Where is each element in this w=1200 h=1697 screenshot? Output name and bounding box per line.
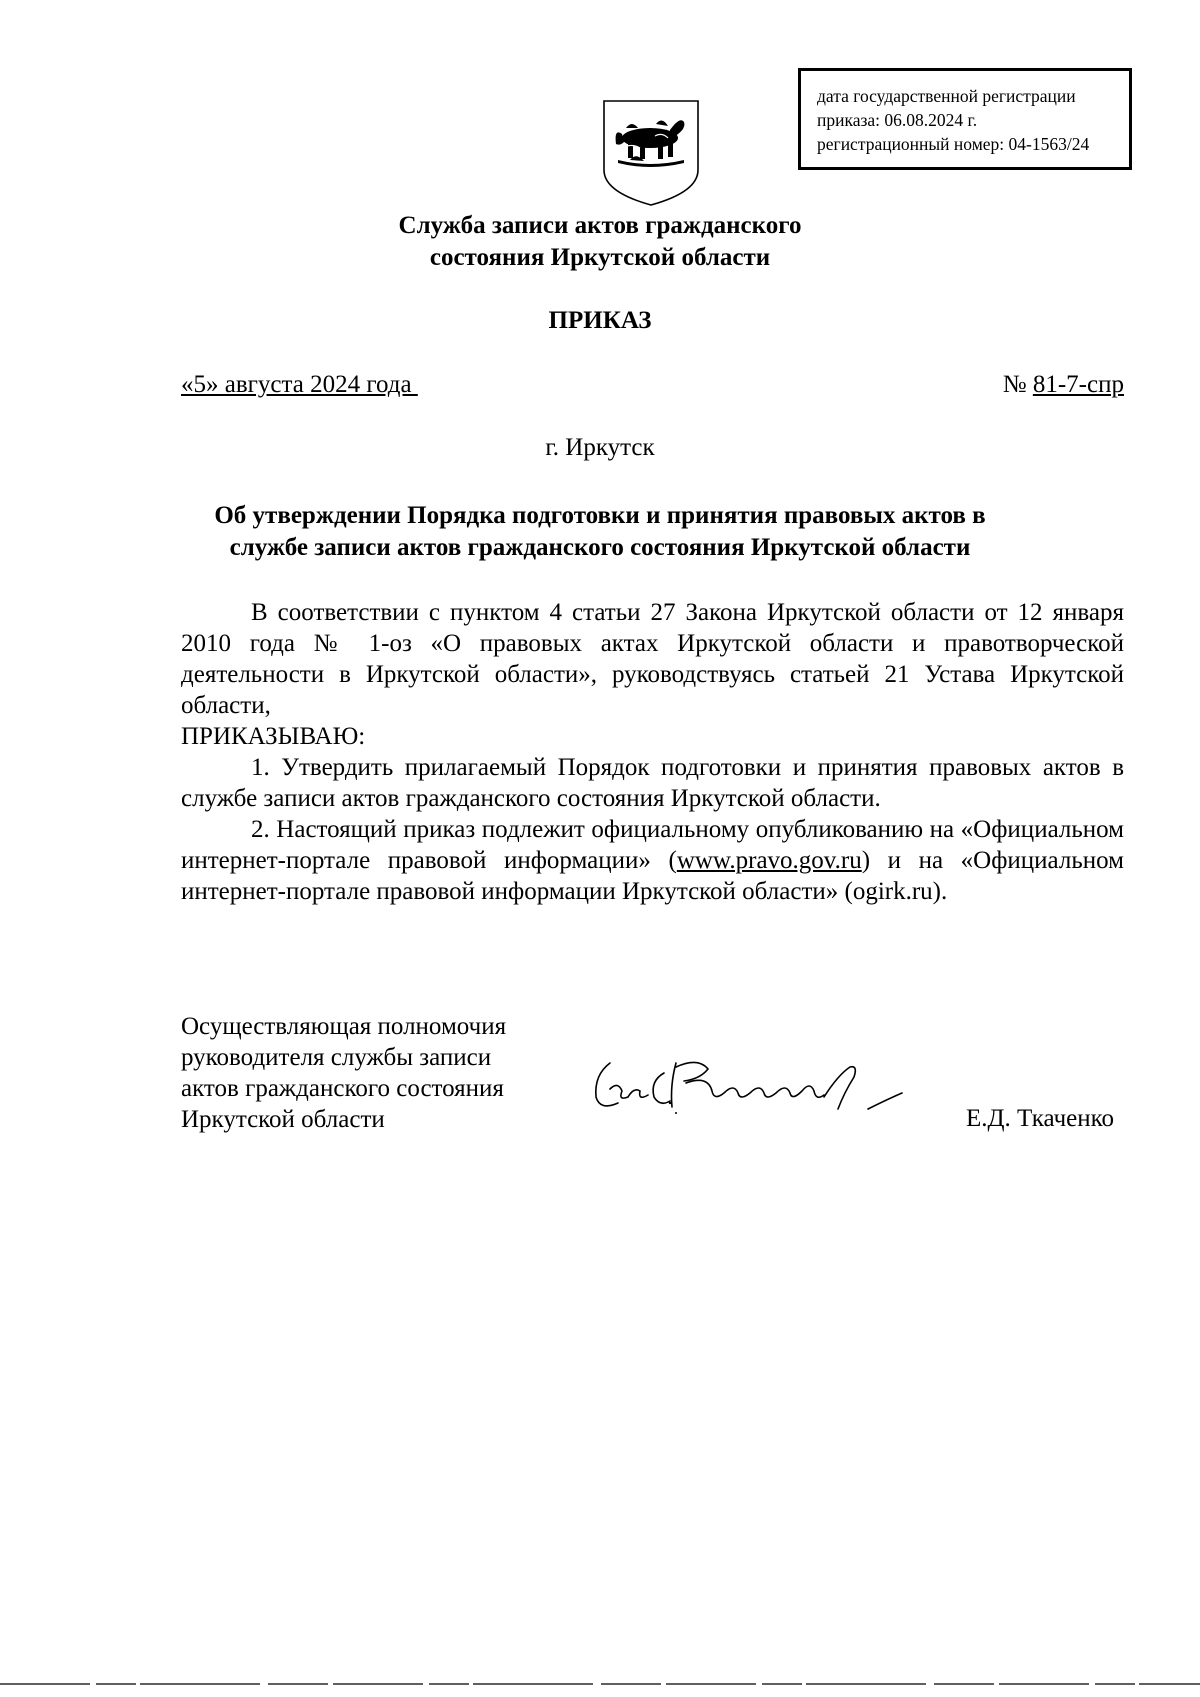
order-item-2-text-start: 2. Настоящий приказ подлежит официальному опубликованию на «Официальном интернет-портале правовой информации» ( (181, 816, 1124, 874)
organization-name-line-1: Служба записи актов гражданского (398, 212, 802, 239)
page-bottom-rule (0, 1681, 1200, 1687)
document-title-line-2: службе записи актов гражданского состояния Иркутской области (229, 534, 971, 561)
order-word: ПРИКАЗЫВАЮ: (181, 723, 366, 750)
document-title-line-1: Об утверждении Порядка подготовки и принятия правовых актов в (214, 502, 986, 529)
document-date: «5» августа 2024 года (181, 371, 418, 398)
order-item-2 (181, 814, 1124, 907)
document-city: г. Иркутск (545, 434, 655, 461)
document-title (150, 500, 1050, 564)
organization-name (300, 210, 900, 274)
preamble-paragraph: В соответствии с пунктом 4 статьи 27 Закона Иркутской области от 12 января 2010 года № 1-оз «О правовых актах Иркутской области и правотворческой деятельности в Иркутской области», руководствуясь статьей 21 Устава Иркутской области, (181, 599, 1124, 719)
coat-of-arms-icon (600, 98, 702, 208)
registration-line-3: регистрационный номер: 04-1563/24 (817, 134, 1090, 154)
document-number (1003, 369, 1124, 401)
document-type-heading: ПРИКАЗ (548, 307, 652, 334)
registration-line-2: приказа: 06.08.2024 г. (817, 110, 978, 130)
signatory-name: Е.Д. Ткаченко (965, 1105, 1114, 1132)
pravo-portal-link[interactable]: www.pravo.gov.ru (676, 847, 862, 874)
document-body (181, 597, 1124, 907)
handwritten-signature (588, 1045, 928, 1145)
document-number-value: 81-7-спр (1032, 371, 1124, 398)
document-number-prefix: № (1002, 371, 1033, 398)
order-item-1: 1. Утвердить прилагаемый Порядок подготовки и принятия правовых актов в службе записи актов гражданского состояния Иркутской области. (181, 754, 1124, 812)
signatory-position-line-1: Осуществляющая полномочия (181, 1013, 507, 1040)
signatory-position-line-2: руководителя службы записи (181, 1044, 492, 1071)
signatory-position-line-4: Иркутской области (181, 1106, 385, 1133)
registration-stamp (798, 68, 1132, 170)
organization-name-line-2: состояния Иркутской области (429, 244, 771, 271)
registration-line-1: дата государственной регистрации (817, 86, 1076, 106)
signatory-position-line-3: актов гражданского состояния (181, 1075, 504, 1102)
signatory-position (181, 1011, 581, 1135)
order-item-2-text-end: ) и на «Официальном интернет-портале правовой информации Иркутской области» (ogirk.ru). (181, 847, 1124, 905)
